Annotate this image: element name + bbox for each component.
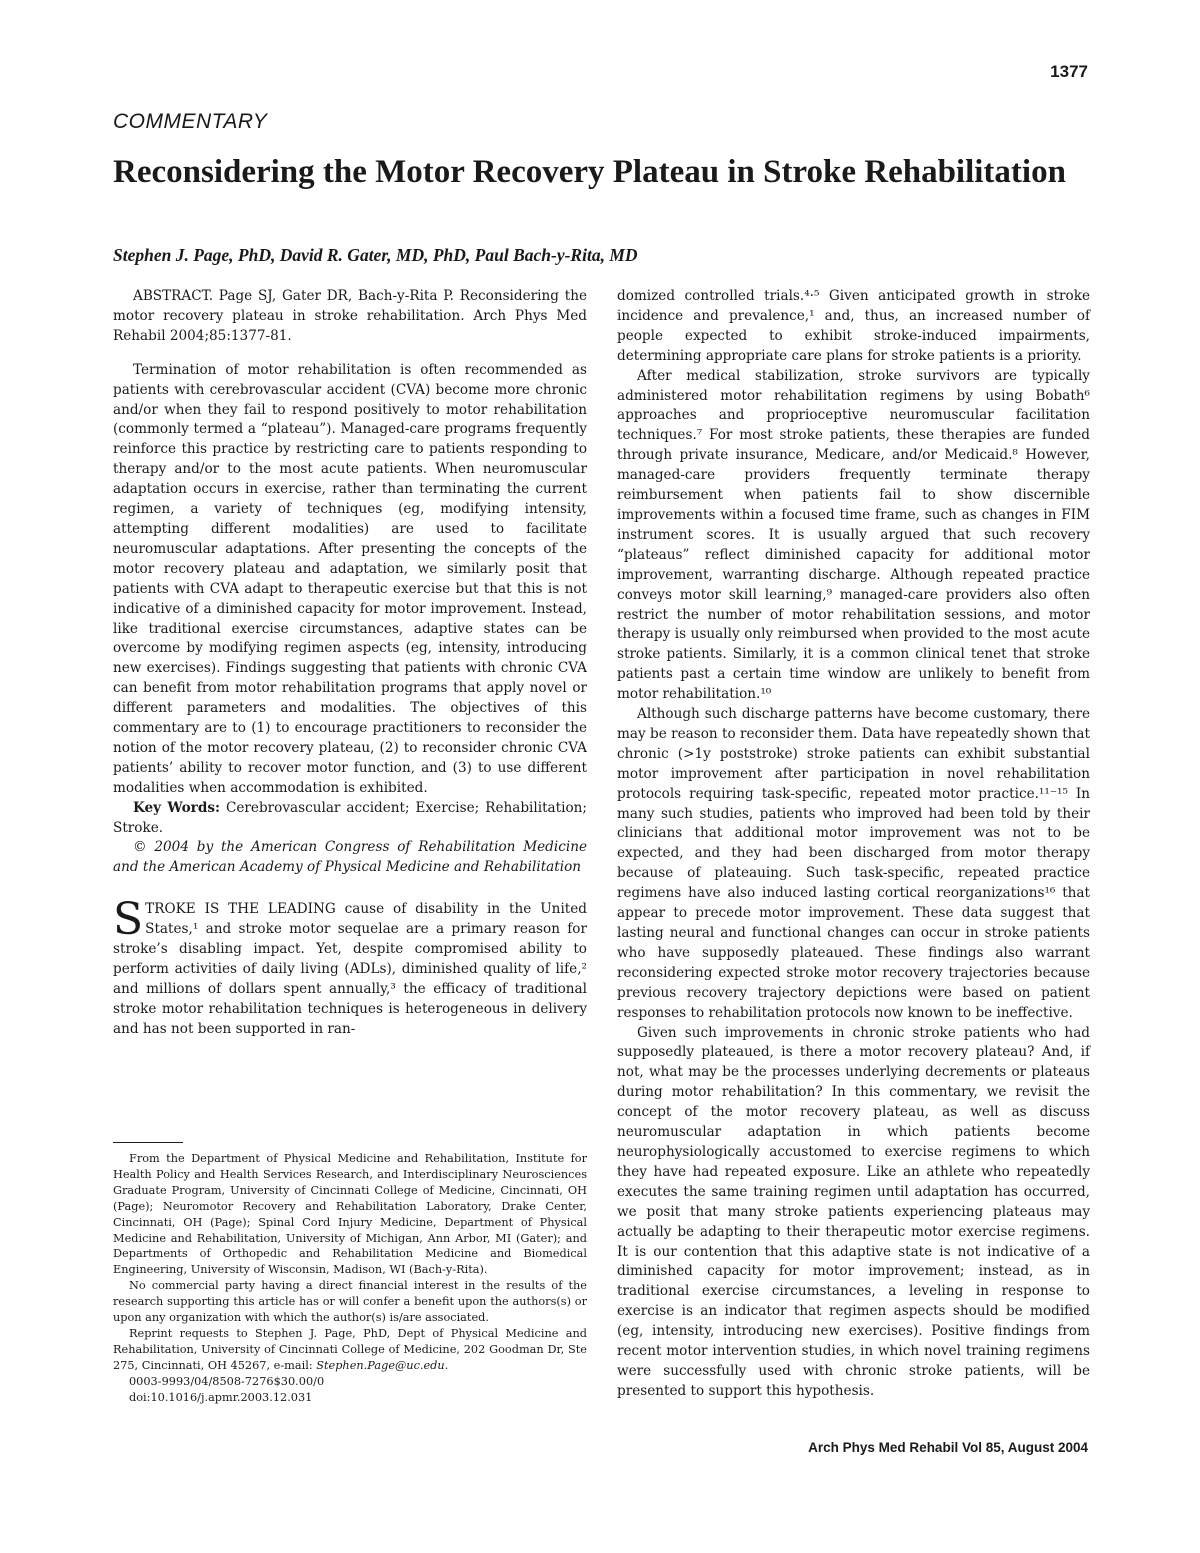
keywords-list: Cerebrovascular accident; Exercise; Rehabilitation; Stroke. <box>113 799 587 836</box>
abstract-citation: ABSTRACT. Page SJ, Gater DR, Bach-y-Rita P. Reconsidering the motor recovery plateau in stroke rehabilitation. Arch Phys Med Rehabil 2004;85:1377-81. <box>113 288 587 344</box>
keywords-label: Key Words: <box>133 799 220 816</box>
dropcap: S <box>113 894 144 946</box>
copyright-notice: © 2004 by the American Congress of Rehabilitation Medicine and the American Academy of Physical Medicine and Rehabilitation <box>113 839 587 876</box>
left-column <box>113 287 587 1040</box>
footnote-rule <box>113 1142 183 1143</box>
article-title: Reconsidering the Motor Recovery Plateau in Stroke Rehabilitation <box>113 154 1066 190</box>
body-paragraph-1: domized controlled trials.⁴·⁵ Given anticipated growth in stroke incidence and prevalence,¹ and, thus, an increased number of people expected to exhibit stroke-induced impairments, determining appropriate care plans for stroke patients is a priority. <box>617 288 1090 364</box>
reprint-email[interactable]: Stephen.Page@uc.edu <box>316 1358 445 1372</box>
body-paragraph-3: Although such discharge patterns have become customary, there may be reason to reconsider them. Data have repeatedly shown that chronic (>1y poststroke) stroke patients can exhibit substantial motor improvement after participation in novel rehabilitation protocols requiring task-specific, repeated motor practice.¹¹⁻¹⁵ In many such studies, patients who improved had been told by their clinicians that additional motor improvement was not to be expected, and they had been discharged from motor therapy because of plateauing. Such task-specific, repeated practice regimens have also induced lasting cortical reorganizations¹⁶ that appear to precede motor improvement. These data suggest that lasting neural and functional changes can occur in stroke patients who have supposedly plateaued. These findings also warrant reconsidering expected stroke motor recovery trajectories because previous recovery trajectory depictions were based on patient responses to rehabilitation protocols now known to be ineffective. <box>617 706 1090 1021</box>
footnote-issn: 0003-9993/04/8508-7276$30.00/0 <box>129 1374 325 1388</box>
footnote-affiliations: From the Department of Physical Medicine and Rehabilitation, Institute for Health Policy and Health Services Research, and Interdisciplinary Neurosciences Graduate Program, University of Cincinnati College of Medicine, Cincinnati, OH (Page); Neuromotor Recovery and Rehabilitation Laboratory, Drake Center, Cincinnati, OH (Page); Spinal Cord Injury Medicine, Department of Physical Medicine and Rehabilitation, University of Michigan, Ann Arbor, MI (Gater); and Departments of Orthopedic and Rehabilitation Medicine and Biomedical Engineering, University of Wisconsin, Madison, WI (Bach-y-Rita). <box>113 1152 587 1277</box>
footnotes <box>113 1142 587 1406</box>
intro-paragraph <box>113 894 587 1039</box>
page-number: 1377 <box>1050 62 1088 81</box>
footnote-reprint <box>113 1326 587 1374</box>
abstract-body: Termination of motor rehabilitation is often recommended as patients with cerebrovascular accident (CVA) become more chronic and/or when they fail to respond positively to motor rehabilitation (commonly termed a “plateau”). Managed-care programs frequently reinforce this practice by restricting care to patients responding to therapy and/or to the most acute patients. When neuromuscular adaptation occurs in exercise, rather than terminating the current regimen, a variety of techniques (eg, modifying intensity, attempting different modalities) are used to facilitate neuromuscular adaptations. After presenting the concepts of the motor recovery plateau and adaptation, we similarly posit that patients with CVA adapt to therapeutic exercise but that this is not indicative of a diminished capacity for motor improvement. Instead, like traditional exercise circumstances, adaptive states can be overcome by modifying regimen aspects (eg, intensity, introducing new exercises). Findings suggesting that patients with chronic CVA can benefit from motor rehabilitation programs that apply novel or different parameters and modalities. The objectives of this commentary are to (1) to encourage practitioners to reconsider the notion of the motor recovery plateau, (2) to reconsider chronic CVA patients’ ability to recover motor function, and (3) to use different modalities when accommodation is exhibited. <box>113 361 587 796</box>
footnote-conflict: No commercial party having a direct financial interest in the results of the research supporting this article has or will confer a benefit upon the authors(s) or upon any organization with which the author(s) is/are associated. <box>113 1279 587 1325</box>
reprint-end: . <box>444 1358 449 1372</box>
intro-text: TROKE IS THE LEADING cause of disability in the United States,¹ and stroke motor sequelae are a primary reason for stroke’s disabling impact. Yet, despite compromised ability to perform activities of daily living (ADLs), diminished quality of life,² and millions of dollars spent annually,³ the efficacy of traditional stroke motor rehabilitation techniques is heterogeneous in delivery and has not been supported in ran- <box>113 901 587 1037</box>
footnote-doi: doi:10.1016/j.apmr.2003.12.031 <box>129 1390 313 1404</box>
reprint-text: Reprint requests to Stephen J. Page, PhD, Dept of Physical Medicine and Rehabilitation, University of Cincinnati College of Medicine, 202 Goodman Dr, Ste 275, Cincinnati, OH 45267, e-mail: <box>113 1326 587 1372</box>
right-column <box>617 287 1090 1402</box>
body-paragraph-2: After medical stabilization, stroke survivors are typically administered motor rehabilitation regimens by using Bobath⁶ approaches and proprioceptive neuromuscular facilitation techniques.⁷ For most stroke patients, these therapies are funded through private insurance, Medicare, and/or Medicaid.⁸ However, managed-care providers frequently terminate therapy reimbursement when patients fail to show discernible improvements within a focused time frame, such as changes in FIM instrument scores. It is usually argued that such recovery “plateaus” reflect diminished capacity for additional motor improvement, warranting discharge. Although repeated practice conveys motor skill learning,⁹ managed-care providers also often restrict the number of motor rehabilitation sessions, and motor therapy is usually only reimbursed when provided to the most acute stroke patients. Similarly, it is a common clinical tenet that stroke patients past a certain time window are unlikely to benefit from motor rehabilitation.¹⁰ <box>617 367 1090 703</box>
keywords <box>113 799 587 839</box>
body-paragraph-4: Given such improvements in chronic stroke patients who had supposedly plateaued, is there a motor recovery plateau? And, if not, what may be the processes underlying decrements or plateaus during motor rehabilitation? In this commentary, we revisit the concept of the motor recovery plateau, as well as discuss neuromuscular adaptation in which patients become neurophysiologically accustomed to exercise regimens to which they have had repeated exposure. Like an athlete who repeatedly executes the same training regimen until adaptation has occurred, we posit that many stroke patients experiencing plateaus may actually be adapting to their therapeutic motor exercise regimens. It is our contention that this adaptive state is not indicative of a diminished capacity for motor improvement; instead, as in traditional exercise circumstances, a leveling in response to exercise is an indicator that regimen aspects should be modified (eg, intensity, introducing new exercises). Positive findings from recent motor intervention studies, in which novel training regimens were successfully used with chronic stroke patients, will be presented to support this hypothesis. <box>617 1024 1090 1399</box>
section-label: COMMENTARY <box>113 110 268 133</box>
author-list: Stephen J. Page, PhD, David R. Gater, MD, PhD, Paul Bach-y-Rita, MD <box>113 245 638 265</box>
running-footer: Arch Phys Med Rehabil Vol 85, August 2004 <box>808 1440 1088 1455</box>
